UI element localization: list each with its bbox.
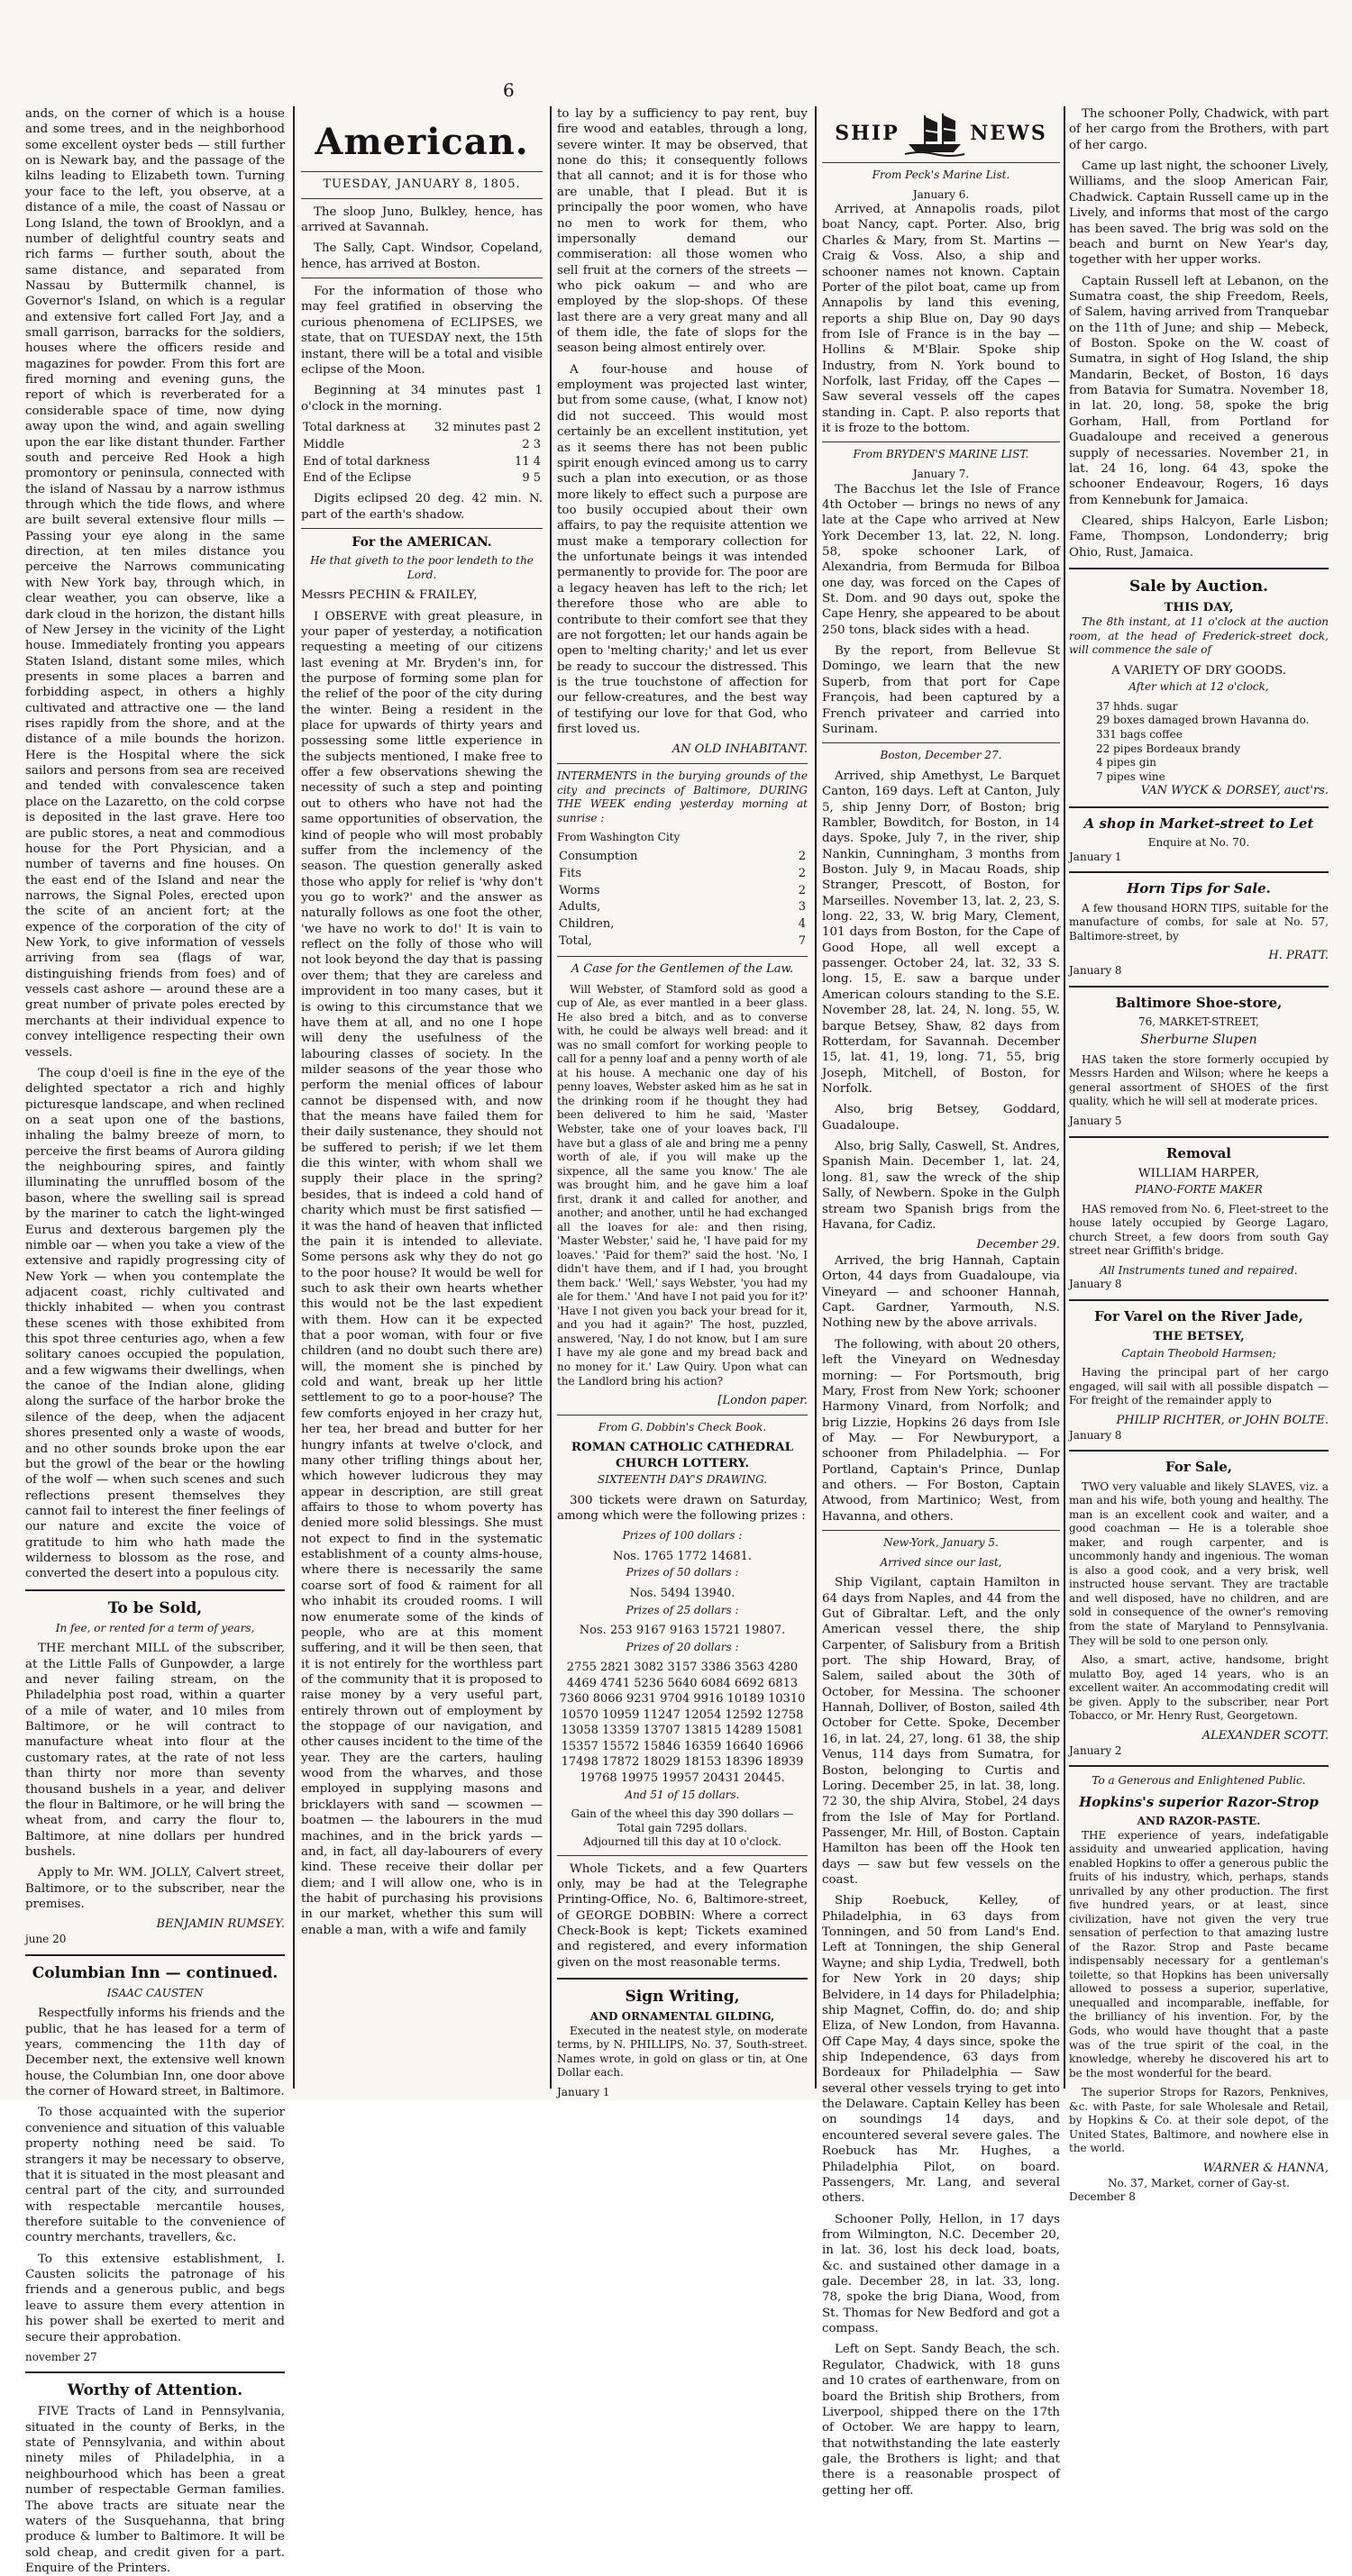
slaves-signer: ALEXANDER SCOTT. bbox=[1201, 1728, 1329, 1743]
marine-report: The following, with about 20 others, left the Vineyard on Wednesday morning: — For Portsmouth, brig Mary, Frost from New York; schooner Harmony Vinard, from Norfolk; and brig Lizzie, Hopkins 26 days from Isle of May. — For Newburyport, a schooner from Philadelphia. — For Portland, Captain's Prince, Dunlap and others. — For Boston, Captain Atwood, from Martinico; West, from Havanna, and others. bbox=[822, 1337, 1060, 1524]
case-source: [London paper. bbox=[717, 1394, 808, 1408]
marine-report: Also, brig Betsey, Goddard, Guadaloupe. bbox=[822, 1103, 1060, 1133]
lottery-day: SIXTEENTH DAY'S DRAWING. bbox=[597, 1473, 768, 1487]
ship-news-right: NEWS bbox=[970, 121, 1047, 145]
eclipse-notice: For the information of those who may feel gratified in observing the curious phenomena of ECLIPSES, we state, that on TUESDAY next, the 15th instant, there will be a total and visible eclipse of the Moon. bbox=[301, 285, 543, 377]
interments-heading: INTERMENTS in the burying grounds of the city and precincts of Baltimore, DURING THE WEEK ending yesterday morning at sunrise : bbox=[557, 769, 808, 824]
ad-inn-body: To this extensive establishment, I. Causten solicits the patronage of his friends and a generous public, and begs leave to assure them every attention in his power shall be exerted to merit and secure their approbation. bbox=[25, 2252, 285, 2344]
marine-report: Cleared, ships Halcyon, Earle Lisbon; Fame, Thompson, Londonderry; brig Ohio, Rust, Jamaica. bbox=[1069, 514, 1329, 560]
letter-body: I OBSERVE with great pleasure, in your paper of yesterday, a notification requesting a meeting of our citizens last evening at Mr. Bryden's inn, for the purpose of forming some plan for the relief of the poor of the city during the winter. Being a resident in the place for upwards of thirty years and possessing some little experience in the subjects mentioned, I make free to offer a few observations shewing the necessity of such a step and pointing out to others who have not had the same opportunities of observation, the kind of people who will most probably suffer from the inclemency of the season. The question generally asked those who apply for relief is 'why don't you go to work?' and the answer as naturally follows as one foot the other, 'we have no work to do!' It is vain to reflect on the folly of those who will not look beyond the day that is passing over them; that they are careless and improvident in too many cases, but it is owing to this circumstance that we have them at all, and no one I hope will deny the usefulness of the labouring classes of society. In the milder seasons of the year those who perform the menial offices of labour cannot be dispensed with, and now that the means have failed them for their daily sustenance, they should not be suffered to perish; if we let them die this winter, with whom shall we supply their place in the spring? besides, that is indeed a cold hand of charity which must be first satisfied — it was the hand of heaven that inflicted the pain it is intended to alleviate. Some persons ask why they do not go to the poor house? It would be well for such to ask their own hearts whether this would not be the last expedient with them. How can it be expected that a poor woman, with four or five children (and no doubt such there are) will, the moment she is pinched by cold and want, break up her little settlement to go to a poor-house? The few comforts enjoyed in her crazy hut, her tea, her bread and butter for her hungry infants at twelve o'clock, and many other trifling things about her, which however ludicrous they may appear in description, are still great affairs to those to whom poverty has denied more solid blessings. She must not expect to find in the systematic establishment of a county alms-house, where there is necessarily the same coarse sort of food & raiment for all who inhabit its crouded rooms. I will now enumerate some of the kinds of people, who are at this moment suffering, and it will be then seen, that it is not entirely for the worthless part of the community that it is proposed to raise money by a very useful part, entirely thrown out of employment by the stoppage of our navigation, and other causes incident to the time of the year. They are the carters, hauling wood from the wharves, and those employed in supplying masons and bricklayers with sand — scowmen — boatmen — the labourers in the mud machines, and in the brick yards — and, in fact, all day-labourers of every kind. These receive their dollar per diem; and I will allow one, who is in the habit of purchasing his provisions in our market, whether this sum will enable a man, with a wife and family bbox=[301, 609, 543, 1937]
eclipse-row: End of total darkness 11 4 bbox=[303, 454, 541, 469]
letter-continued: to lay by a sufficiency to pay rent, buy fire wood and eatables, through a long, severe winter. It may be observed, that none do this; it consequently follows that all cannot; and it is for those who are unable, that I plead. But it is principally the poor women, who have no men to work for them, who impersonally demand our commiseration: all those women who sell fruit at the corners of the streets — who pick oakum — and who are employed by the slop-shops. Of these last there are a very great many and all of them idle, the fate of slops for the season being almost entirely over. bbox=[557, 107, 808, 356]
vessel-captain: Captain Theobold Harmsen; bbox=[1121, 1346, 1276, 1360]
auction-after: After which at 12 o'clock, bbox=[1128, 680, 1269, 694]
ad-mill-signer: BENJAMIN RUMSEY. bbox=[156, 1917, 285, 1932]
ad-inn-name: ISAAC CAUSTEN bbox=[106, 1986, 204, 1999]
marine-report: The Bacchus let the Isle of France 4th October — brings no news of any late at the Cape who arrived at New York December 13, lat. 22, N. long. 58, spoke schooner Lark, of Alexandria, from Bermuda for Bilboa one day, was forced on the Capes of St. Dom. and 90 days out, spoke the Cape Henry, she appeared to be about 250 tons, black sides with a head. bbox=[822, 482, 1060, 637]
horn-title: Horn Tips for Sale. bbox=[1127, 880, 1271, 897]
vessel-title: For Varel on the River Jade, bbox=[1094, 1308, 1303, 1325]
marine-report: Came up last night, the schooner Lively, Williams, and the sloop American Fair, Chadwick. Captain Russell came up in the Lively, and informs that most of the cargo has been saved. The brig was sold on the beach and burnt on New Year's day, together with her upper works. bbox=[1069, 159, 1329, 268]
ad-mill-title: To be Sold, bbox=[107, 1598, 203, 1617]
horn-body: A few thousand HORN TIPS, suitable for the manufacture of combs, for sale at No. 57, Baltimore-street, by bbox=[1069, 901, 1329, 942]
shoe-title: Baltimore Shoe-store, bbox=[1115, 994, 1283, 1011]
razor-date: December 8 bbox=[1069, 2190, 1136, 2204]
sign-writing-body: Executed in the neatest style, on moderate terms, by N. PHILLIPS, No. 37, South-street. Names wrote, in gold on glass or tin, at One Dollar each. bbox=[557, 2024, 808, 2080]
masthead: American. bbox=[315, 121, 529, 163]
auction-day: THIS DAY, bbox=[1164, 600, 1234, 615]
column-rule bbox=[1064, 106, 1065, 2089]
lottery-tickets: Whole Tickets, and a few Quarters only, may be had at the Telegraphe Printing-Office, No. 6, Baltimore-street, of GEORGE DOBBIN: Where a correct Check-Book is kept; Tickets examined and registered, and every information given on the most reasonable terms. bbox=[557, 1861, 808, 1970]
shoe-date: January 5 bbox=[1069, 1114, 1122, 1127]
auction-line: 7 pipes wine bbox=[1096, 769, 1165, 783]
letter-continued: A four-house and house of employment was projected last winter, but from some cause, (what, I know not) did not succeed. This would most certainly be an excellent institution, yet as it seems there has not been public spirit enough evinced among us to carry such a plan into execution, or as those more likely to effect such a purpose are too busily occupied about their own affairs, to pay the requisite attention we must make a temporary collection for the unfortunate beings it was intended permanently to provide for. The poor are a legacy heaven has left to the rich; let therefore those who are able to contribute to their comfort see that they are not forgotten; let our hands again be open to 'melting charity;' and let us ever be ready to succour the distressed. This is the true touchstone of affection for our fellow-creatures, and the best way of testifying our love for that God, who first loved us. bbox=[557, 362, 808, 737]
marine-report: Arrived, the brig Hannah, Captain Orton, 44 days from Guadaloupe, via Vineyard — and schooner Hannah, Capt. Gardner, Yarmouth, N.S. Nothing new by the above arrivals. bbox=[822, 1254, 1060, 1331]
slaves-body: Also, a smart, active, handsome, bright mulatto Boy, aged 14 years, who is an excellent waiter. An accommodating credit will be given. Apply to the subscriber, near Port Tobacco, or Mr. Henry Rust, Georgetown. bbox=[1069, 1653, 1329, 1723]
eclipse-digits: Digits eclipsed 20 deg. 42 min. N. part of the earth's shadow. bbox=[301, 492, 543, 522]
shop-date: January 1 bbox=[1069, 850, 1122, 863]
column-4 bbox=[822, 106, 1060, 2498]
column-rule bbox=[293, 106, 295, 2089]
marine-source: From BRYDEN'S MARINE LIST. bbox=[853, 448, 1029, 461]
ad-inn-body: To those acquainted with the superior convenience and situation of this valuable property nothing need be said. To strangers it may be necessary to observe, that it is situated in the most pleasant and central part of the city, and surrounded with respectable mercantile houses, therefore suitable to the convenience of country merchants, travellers, &c. bbox=[25, 2106, 285, 2245]
shoe-body: HAS taken the store formerly occupied by Messrs Harden and Wilson; where he keeps a general assortment of SHOES of the first quality, which he will sell at moderate prices. bbox=[1069, 1052, 1329, 1108]
interment-row: Children, 4 bbox=[559, 917, 806, 932]
marine-report: Arrived, at Annapolis roads, pilot boat Nancy, capt. Porter. Also, brig Charles & Mary, from St. Martins — Craig & Voss. Also, a ship and schooner names not known. Captain Porter of the pilot boat, came up from Annapolis by land this evening, reports a ship Blue on, Day 90 days from Isle of France is in the bay — Hollins & M'Blair. Spoke ship Industry, from N. York bound to Norfolk, last Friday, off the Capes — Saw several vessels off the capes standing in. Capt. P. also reports that it is froze to the bottom. bbox=[822, 203, 1060, 436]
case-heading: A Case for the Gentlemen of the Law. bbox=[571, 961, 794, 976]
marine-report: Ship Vigilant, captain Hamilton in 64 days from Naples, and 44 from the Gut of Gibraltar. Left, and the only American vessel there, the ship Carpenter, of Salisbury from a British port. The ship Howard, Bray, of Salem, sailed about the 30th of October, for Messina. The schooner Hannah, Dolliver, of Boston, sailed 4th October for Cette. Spoke, December 16, in lat. 24, 27, long. 61 38, the ship Venus, 114 days from Sumatra, for Boston, belonging to Curtis and Loring. December 25, in lat. 38, long. 72 30, the ship Alvira, Stobel, 24 days from the Isle of May for Portland. Passenger, Mr. Hill, of Boston. Captain Hamilton has been off the Hook ten days — saw but few vessels on the coast. bbox=[822, 1576, 1060, 1888]
prize-label: Prizes of 50 dollars : bbox=[626, 1566, 739, 1579]
ship-icon bbox=[903, 110, 966, 157]
removal-trade: PIANO-FORTE MAKER bbox=[1135, 1183, 1263, 1197]
lottery-intro: 300 tickets were drawn on Saturday, among which were the following prizes : bbox=[557, 1493, 808, 1524]
razor-body: THE experience of years, indefatigable assiduity and unwearied application, having enabled Hopkins to offer a generous public the fruits of his industry, which, perhaps, stands unrivalled by any other production. The first five hundred years, or at least, since civilization, have not given the very true sensation of perfection to that amazing lustre of the Razor. Strop and Paste became indispensably necessary for a gentleman's toilette, so that Hopkins has been universally allowed to possess a superior, superlative, unequalled and incomparable, ineffable, for the brilliancy of his invention. For, by the Gods, who would have thought that a paste was of the true spirit of the coal, in the knowledge, whereby he discovered his art to be the most wonderful for the beard. bbox=[1069, 1828, 1329, 2080]
prize-numbers: Nos. 253 9167 9163 15721 19807. bbox=[579, 1624, 786, 1638]
marine-report: Captain Russell left at Lebanon, on the Sumatra coast, the ship Freedom, Reels, of Salem, having arrived from Tranquebar on the 11th of June; and ship — Mebeck, of Boston. Spoke on the W. coast of Sumatra, in sight of Hog Island, the ship Mandarin, Becket, of Boston, 16 days from Batavia for Sumatra. November 18, in lat. 20, long. 58, spoke the brig Gorham, Hall, from Portland for Guadaloupe and received a generous supply of necessaries. November 21, in lat. 24 16, long. 64 43, spoke the schooner Endeavour, Rogers, 16 days from Kennebunk for Jamaica. bbox=[1069, 274, 1329, 507]
marine-dateline: New-York, January 5. bbox=[883, 1536, 999, 1550]
prize-label: Prizes of 100 dollars : bbox=[622, 1529, 743, 1543]
letter-signer: AN OLD INHABITANT. bbox=[671, 742, 808, 757]
eclipse-row: Total darkness at 32 minutes past 2 bbox=[303, 420, 541, 434]
marine-report: Arrived, ship Amethyst, Le Barquet Canton, 169 days. Left at Canton, July 5, ship Jenny Dorr, of Boston; brig Rambler, Bowditch, for Boston, in 14 days. Spoke, July 7, in the river, ship Nankin, Cunningham, 3 months from Boston. July 9, in Macau Roads, ship Stranger, Prescott, of Boston, for Marseilles. November 13, lat. 2, 23, S. long. 22, 33, W. brig Mary, Clement, 101 days from Boston, for the Cape of Good Hope, all well except a passenger. October 24, lat. 32, 33 S. long. 15, E. saw a barque under American colours standing to the S.E. November 28, lat. 24, N. long. 55, W. barque Betsey, Shaw, 82 days from Rotterdam, for Savannah. December 15, lat. 41, 19, long. 71, 55, brig Joseph, Mitchell, of Boston, for Norfolk. bbox=[822, 769, 1060, 1096]
sign-writing-title: Sign Writing, bbox=[625, 1988, 740, 2007]
column-5 bbox=[1069, 106, 1329, 2204]
slaves-body: TWO very valuable and likely SLAVES, viz. a man and his wife, both young and healthy. The man is an excellent cook and waiter, and a good coachman — He is a tolerable shoe maker, and rough carpenter, and is uncommonly handy and ingenious. The woman is also a good cook, and a very brisk, well instructed house servant. They are tractable and well disposed, have no children, and are sold in consequence of the owner's removing from the state of Maryland to Pennsylvania. They will be sold to one person only. bbox=[1069, 1479, 1329, 1647]
ad-mill-apply: Apply to Mr. WM. JOLLY, Calvert street, Baltimore, or to the subscriber, near the premises. bbox=[25, 1866, 285, 1912]
description-paragraph: ands, on the corner of which is a house and some trees, and in the neighborhood some excellent oyster beds — still further on is Newark bay, and the passage of the kilns leading to Elizabeth town. Turning your face to the left, you observe, at a distance of a mile, the coast of Nassau or Long Island, the town of Brooklyn, and a number of delightful country seats and rich farms — further south, about the same distance, and separated from Nassau by Buttermilk channel, is Governor's Island, on which is a regular and extensive fort called Fort Jay, and a small garrison, barracks for the soldiers, houses where the officers reside and magazines for powder. From this fort are fired morning and evening guns, the report of which is reverberated for a considerable space of time, now dying away upon the wind, and again swelling upon the ear like distant thunder. Farther south and perceive Red Hook a high promontory or peninsula, connected with the island of Nassau by a narrow isthmus through which the tide flows, and where are built several extensive flour mills — Passing your eye along in the same direction, at ten miles distance you perceive the Narrows communicating with New York bay, through which, in clear weather, you can observe, like a dark cloud in the horizon, the distant hills of New Jersey in the vicinity of the Light house. Immediately fronting you appears Staten Island, distant some miles, which presents in some places a barren and forbidding aspect, in others a highly cultivated and attractive one — the land rises rapidly from the shore, and at the distance of a mile bounds the horizon. Here is the Hospital where the sick sailors and persons from sea are received and tended with convalescence taken place on the Lazaretto, on the cold corpse is deposited in the last grave. Here too are public stores, a neat and commodious house for the Port Physician, and a number of taverns and fine houses. On the east end of the Island and near the narrows, the Signal Poles, erected upon the scite of an ancient fort; at the expence of the corporation of the city of New York, to give information of vessels arriving from sea (flags of war, distinguishing friends from foes) and of vessels cast ashore — around these are a great number of private poles erected by merchants at their individual expence to convey intelligence respecting their own vessels. bbox=[25, 107, 285, 1060]
eclipse-beginning: Beginning at 34 minutes past 1 o'clock in the morning. bbox=[301, 384, 543, 414]
auction-firm: VAN WYCK & DORSEY, auct'rs. bbox=[1140, 784, 1329, 798]
marine-date: January 7. bbox=[912, 467, 970, 480]
razor-title: Hopkins's superior Razor-Strop bbox=[1079, 1793, 1319, 1810]
prize-numbers: Nos. 1765 1772 14681. bbox=[612, 1549, 753, 1563]
case-body: Will Webster, of Stamford sold as good a cup of Ale, as ever mantled in a beer glass. He also bred a bitch, and as to converse with, he could be always well bread: and it was no small comfort for working people to call for a penny loaf and a penny worth of ale at his house. A mechanic one day of his penny loaves, Webster asked him as he sat in the drinking room if he thought they had been delivered to him he said, 'Master Webster, take one of your loaves back, I'll have but a glass of ale and bring me a penny worth of ale, if you will make up the sixpence, all the same you know.' The ale was brought him, and he gave him a loaf first, drank it and called for another, and another; and another, until he had exchanged all the loaves for ale: and then rising, 'Master Webster,' said he, 'I have paid for my loaves.' 'Paid for them?' said the host. 'No, I didn't have them, and if I had, you brought them back.' 'Well,' says Webster, 'you had my ale for them.' 'And have I not paid you for it?' 'Have I not given you back your bread for it, and you had it again?' The host, puzzled, answered, 'Nay, I do not know, but I am sure I have my ale gone and my bread back and no money for it.' Law Quiry. Upon what can the Landlord bring his action? bbox=[557, 982, 808, 1388]
marine-report: Also, brig Sally, Caswell, St. Andres, Spanish Main. December 1, lat. 24, long. 81, saw the wreck of the ship Sally, of Newbern. Spoke in the Gulph stream two Spanish brigs from the Havana, for Cadiz. bbox=[822, 1140, 1060, 1232]
column-2 bbox=[301, 106, 543, 2093]
marine-dateline: Boston, December 27. bbox=[880, 749, 1002, 762]
sign-writing-subtitle: AND ORNAMENTAL GILDING, bbox=[589, 2010, 775, 2024]
description-paragraph: The coup d'oeil is fine in the eye of the delighted spectator a rich and highly picturesque landscape, and when reclined on a seat upon one of the bastions, inhaling the balmy breeze of morn, to perceive the first beams of Aurora gilding the neighbouring spires, and faintly illuminating the unruffled bosom of the bason, where the swelling sail is spread by the mariner to catch the light-winged Eurus and dexterous bargemen ply the nimble oar — when you take a view of the extensive and rapidly progressing city of New York — when you contemplate the adjacent coast, richly cultivated and thickly inhabited — when you contrast these scenes with those exhibited from this spot three centuries ago, when a few solitary canoes occupied the population, and a few wigwams their dwellings, when the canoe of the Indian alone, gliding along the surface of the harbor broke the silence of the deep, when the adjacent shores presented only a waste of woods, and no other sounds broke upon the ear but the growl of the bear or the howling of the wolf — when such scenes and such reflections present themselves they cannot fail to interest the finer feelings of our nature and excite the voice of gratitude to him who hath made the wilderness to blossom as the rose, and converted the desert into a populous city. bbox=[25, 1066, 285, 1581]
lottery-heading: ROMAN CATHOLIC CATHEDRAL CHURCH LOTTERY. bbox=[571, 1440, 794, 1470]
razor-lead: To a Generous and Enlightened Public. bbox=[1092, 1774, 1306, 1788]
marine-date: January 6. bbox=[912, 187, 970, 201]
marine-report: The schooner Polly, Chadwick, with part of her cargo from the Brothers, with part of her cargo. bbox=[1069, 107, 1329, 152]
razor-address: No. 37, Market, corner of Gay-st. bbox=[1108, 2176, 1290, 2189]
ad-land-body: FIVE Tracts of Land in Pennsylvania, situated in the county of Berks, in the state of Pennsylvania, and within about ninety miles of Philadelphia, in a neighbourhood which has been a great number of respectable German families. The above tracts are situate near the waters of the Susquehanna, that bring produce & lumber to Baltimore. It will be sold cheap, and credit given for a part. Enquire of the Printers. bbox=[25, 2405, 285, 2575]
shop-title: A shop in Market-street to Let bbox=[1083, 815, 1314, 832]
news-item: The sloop Juno, Bulkley, hence, has arrived at Savannah. bbox=[301, 205, 543, 234]
vessel-body: Having the principal part of her cargo engaged, will sail with all possible dispatch — For freight of the remainder apply to bbox=[1069, 1366, 1329, 1407]
interments-table bbox=[557, 849, 808, 951]
column-rule bbox=[815, 106, 817, 2089]
marine-source: From Peck's Marine List. bbox=[872, 168, 1010, 181]
marine-report: By the report, from Bellevue St Domingo, we learn that the new Superb, from that port for Cape François, had been captured by a French privateer and carried into Surinam. bbox=[822, 644, 1060, 736]
removal-name: WILLIAM HARPER, bbox=[1137, 1166, 1260, 1180]
interment-row: Consumption 2 bbox=[559, 849, 806, 863]
auction-line: 37 hhds. sugar bbox=[1096, 699, 1178, 713]
ad-mill-date: june 20 bbox=[25, 1933, 67, 1946]
horn-date: January 8 bbox=[1069, 964, 1122, 978]
marine-report: Left on Sept. Sandy Beach, the sch. Regulator, Chadwick, with 18 guns and 10 crates of earthenware, from on board the British ship Brothers, from Liverpool, shipped there on the 17th of October. We are happy to learn, that notwithstanding the late easterly gale, the Brothers is light; and that there is a reasonable prospect of getting her off. bbox=[822, 2343, 1060, 2498]
auction-line: 22 pipes Bordeaux brandy bbox=[1096, 742, 1241, 755]
marine-report: Ship Roebuck, Kelley, of Philadelphia, in 63 days from Tonningen, and 50 from Land's End. Left at Tonningen, the ship General Wayne; and ship Lydia, Tredwell, both for New York in 20 days; ship Belvidere, in 14 days for Philadelphia; ship Magnet, Coffin, do. do; and ship Eliza, of New London, from Havanna. Off Cape May, 4 days since, spoke the ship Independence, 63 days from Bordeaux for Philadelphia — Saw several other vessels trying to get into the Delaware. Captain Kelley has been on soundings 14 days, and encountered several severe gales. The Roebuck has Mr. Hughes, a Philadelphia Pilot, on board. Passengers, Mr. Lang, and several others. bbox=[822, 1894, 1060, 2206]
letter-motto: He that giveth to the poor lendeth to the Lord. bbox=[310, 554, 534, 581]
prize-numbers: 2755 2821 3082 3157 3386 3563 4280 4469 4741 5236 5640 6084 6692 6813 7360 8066 9231 9704 9916 10189 10310 10570 10959 11247 12054 12592 12758 13058 13359 13707 13815 14289 15081 15357 15572 15846 16359 16640 16966 17498 17872 18029 18153 18396 18939 19768 19975 19957 20431 20445. bbox=[559, 1661, 806, 1785]
ad-mill-body: THE merchant MILL of the subscriber, at the Little Falls of Gunpowder, a large and never failing stream, on the Philadelphia post road, within a quarter of a mile of water, and 10 miles from Baltimore, or he will contract to manufacture wheat into flour at the customary rates, at the rate of not less than thirty nor more than seventy thousand bushels in a year, and deliver the flour in Baltimore, or he will bring the wheat from, and carry the flour to, Baltimore, at nine dollars per hundred bushels. bbox=[25, 1642, 285, 1859]
letter-heading: For the AMERICAN. bbox=[352, 534, 492, 550]
column-1 bbox=[25, 106, 285, 2575]
slaves-date: January 2 bbox=[1069, 1743, 1122, 1757]
shoe-address: 76, MARKET-STREET, bbox=[1138, 1015, 1259, 1029]
page-number: 6 bbox=[503, 79, 515, 101]
auction-goods: A VARIETY OF DRY GOODS. bbox=[1111, 664, 1286, 678]
shop-body: Enquire at No. 70. bbox=[1147, 836, 1250, 850]
lottery-adjourned: Adjourned till this day at 10 o'clock. bbox=[582, 1835, 781, 1849]
vessel-agents: PHILIP RICHTER, or JOHN BOLTE. bbox=[1116, 1413, 1329, 1427]
prize-numbers: Nos. 5494 13940. bbox=[629, 1587, 735, 1600]
lottery-fifteens: And 51 of 15 dollars. bbox=[625, 1788, 740, 1801]
prize-label: Prizes of 25 dollars : bbox=[626, 1603, 739, 1616]
removal-note: All Instruments tuned and repaired. bbox=[1100, 1263, 1298, 1277]
slaves-title: For Sale, bbox=[1165, 1459, 1232, 1476]
interment-row: Worms 2 bbox=[559, 883, 806, 897]
ad-inn-date: november 27 bbox=[25, 2350, 97, 2363]
razor-signer: WARNER & HANNA, bbox=[1202, 2161, 1329, 2175]
eclipse-table bbox=[301, 420, 543, 487]
razor-subtitle: AND RAZOR-PASTE. bbox=[1137, 1815, 1261, 1828]
ad-land-title: Worthy of Attention. bbox=[67, 2381, 243, 2400]
prize-label: Prizes of 20 dollars : bbox=[626, 1640, 739, 1653]
razor-body: The superior Strops for Razors, Penknives, &c. with Paste, for sale Wholesale and Retail, by Hopkins & Co. at their sole depot, of the United States, Baltimore, and nowhere else in the world. bbox=[1069, 2086, 1329, 2155]
shoe-name: Sherburne Slupen bbox=[1140, 1032, 1257, 1047]
sign-writing-date: January 1 bbox=[557, 2085, 610, 2098]
ad-inn-title: Columbian Inn — continued. bbox=[32, 1963, 279, 1982]
removal-body: HAS removed from No. 6, Fleet-street to the house lately occupied by George Lagaro, church Street, a few doors from south Gay street near Griffith's bridge. bbox=[1069, 1202, 1329, 1258]
marine-report: Schooner Polly, Hellon, in 17 days from Wilmington, N.C. December 20, in lat. 36, lost his deck load, boats, &c. and sustained other damage in a gale. December 28, in lat. 33, long. 78, spoke the brig Diana, Wood, from St. Thomas for New Bedford and got a compass. bbox=[822, 2212, 1060, 2336]
ship-news-left: SHIP bbox=[835, 121, 900, 145]
interment-row: Total, 7 bbox=[559, 934, 806, 948]
auction-line: 331 bags coffee bbox=[1096, 727, 1183, 741]
interment-row: Adults, 3 bbox=[559, 900, 806, 915]
lottery-gain: Gain of the wheel this day 390 dollars — Total gain 7295 dollars. bbox=[571, 1807, 794, 1834]
eclipse-row: End of the Eclipse 9 5 bbox=[303, 471, 541, 486]
vessel-name: THE BETSEY, bbox=[1153, 1329, 1245, 1344]
ad-mill-subtitle: In fee, or rented for a term of years, bbox=[55, 1621, 255, 1634]
auction-intro: The 8th instant, at 11 o'clock at the auction room, at the head of Frederick-street dock, will commence the sale of bbox=[1069, 615, 1329, 657]
column-rule bbox=[550, 106, 552, 2089]
eclipse-row: Middle 2 3 bbox=[303, 437, 541, 451]
interments-from: From Washington City bbox=[557, 831, 681, 844]
marine-date: December 29. bbox=[976, 1238, 1060, 1252]
horn-signer: H. PRATT. bbox=[1268, 949, 1329, 963]
marine-subhead: Arrived since our last, bbox=[880, 1555, 1002, 1569]
auction-line: 29 boxes damaged brown Havanna do. bbox=[1096, 714, 1310, 727]
column-3 bbox=[557, 106, 808, 2098]
auction-line: 4 pipes gin bbox=[1096, 756, 1156, 769]
ship-news-heading bbox=[822, 110, 1060, 157]
dateline: TUESDAY, JANUARY 8, 1805. bbox=[323, 177, 521, 191]
interment-row: Fits 2 bbox=[559, 866, 806, 880]
vessel-date: January 8 bbox=[1069, 1428, 1122, 1442]
ad-inn-body: Respectfully informs his friends and the public, that he has leased for a term of years, commencing the 11th day of December next, the extensive well known house, the Columbian Inn, one door above the corner of Howard street, in Baltimore. bbox=[25, 2007, 285, 2099]
auction-title: Sale by Auction. bbox=[1129, 578, 1268, 596]
letter-address: Messrs PECHIN & FRAILEY, bbox=[301, 588, 478, 603]
removal-title: Removal bbox=[1165, 1144, 1232, 1161]
lottery-source: From G. Dobbin's Check Book. bbox=[598, 1420, 767, 1434]
removal-date: January 8 bbox=[1069, 1278, 1122, 1291]
news-item: The Sally, Capt. Windsor, Copeland, hence, has arrived at Boston. bbox=[301, 241, 543, 271]
